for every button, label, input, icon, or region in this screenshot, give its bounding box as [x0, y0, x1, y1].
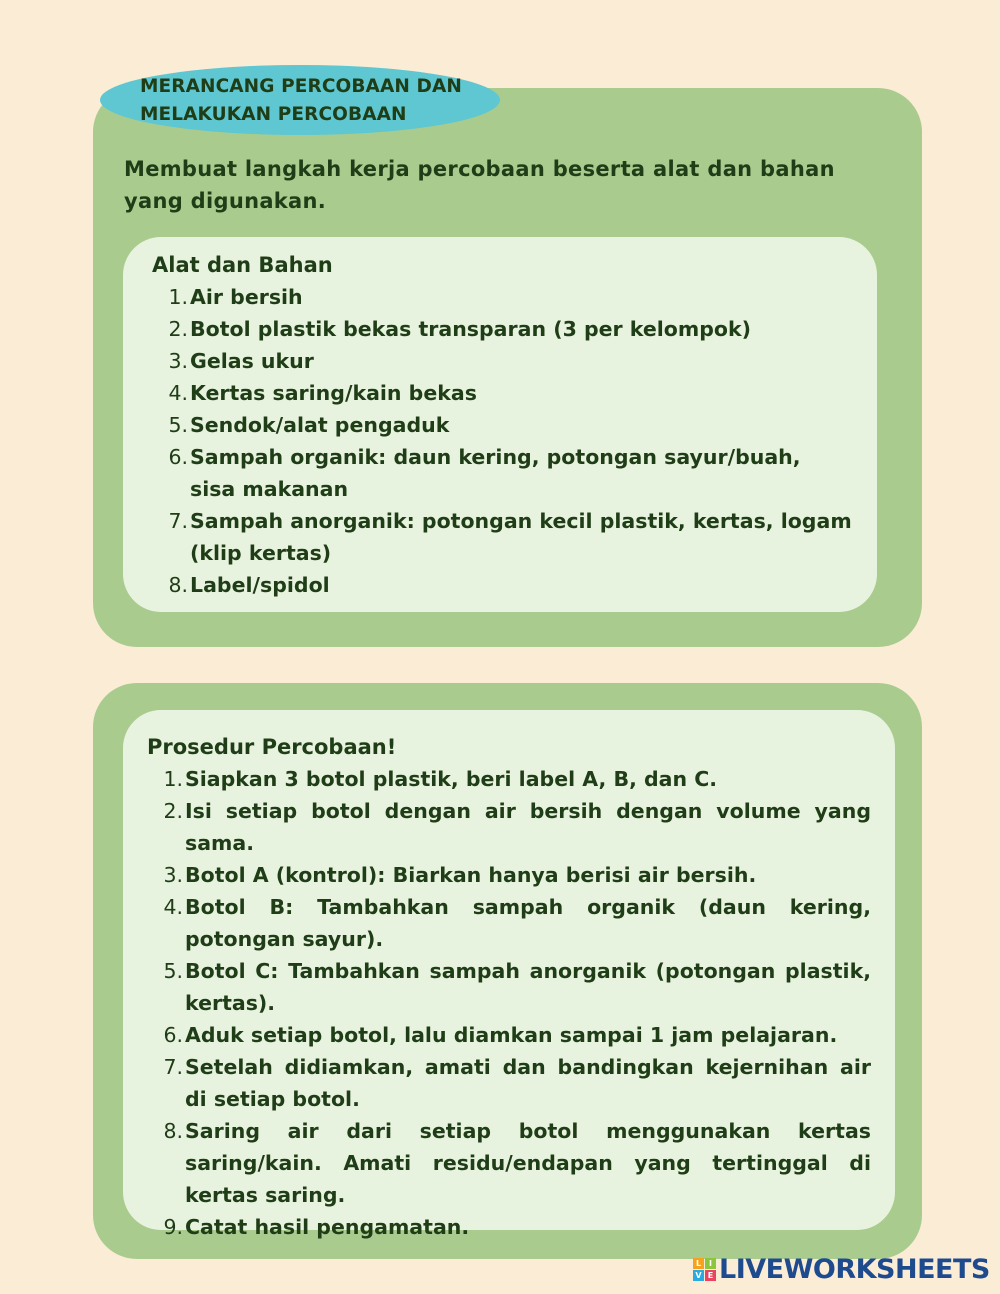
list-item-number: 1. — [168, 285, 188, 309]
list-item — [147, 1115, 871, 1211]
list-item-number: 9. — [163, 1215, 183, 1239]
list-item-number: 1. — [163, 767, 183, 791]
list-item-text: Botol plastik bekas transparan (3 per kelompok) — [190, 317, 752, 341]
list-item-number: 4. — [163, 895, 183, 919]
list-item-text: Isi setiap botol dengan air bersih dengan volume yang sama. — [185, 799, 871, 855]
list-item-text: Botol B: Tambahkan sampah organik (daun kering, potongan sayur). — [185, 895, 871, 951]
list-item — [152, 505, 852, 569]
list-item — [152, 377, 852, 409]
list-item-text: Label/spidol — [190, 573, 330, 597]
list-item — [152, 345, 852, 377]
list-item — [147, 859, 871, 891]
procedure-list — [147, 763, 871, 1243]
list-item-text: Sendok/alat pengaduk — [190, 413, 450, 437]
list-item-text: Gelas ukur — [190, 349, 314, 373]
list-item-number: 6. — [168, 445, 188, 469]
list-item-text: Setelah didiamkan, amati dan bandingkan kejernihan air di setiap botol. — [185, 1055, 871, 1111]
list-item — [147, 955, 871, 1019]
list-item-number: 6. — [163, 1023, 183, 1047]
list-item — [147, 763, 871, 795]
list-item-text: Siapkan 3 botol plastik, beri label A, B, dan C. — [185, 767, 718, 791]
liveworksheets-logo-icon: L I V E — [693, 1258, 716, 1281]
liveworksheets-logo-text: LIVEWORKSHEETS — [719, 1253, 990, 1285]
list-item-number: 7. — [168, 509, 188, 533]
list-item-text: Aduk setiap botol, lalu diamkan sampai 1 jam pelajaran. — [185, 1023, 838, 1047]
list-item-number: 8. — [163, 1119, 183, 1143]
instruction-text: Membuat langkah kerja percobaan beserta alat dan bahan yang digunakan. — [124, 157, 835, 213]
list-item — [152, 569, 852, 601]
list-item — [152, 313, 852, 345]
list-item-number: 2. — [163, 799, 183, 823]
list-item — [147, 1051, 871, 1115]
list-item-text: Sampah anorganik: potongan kecil plastik, kertas, logam (klip kertas) — [190, 509, 852, 565]
section-title-line1: MERANCANG PERCOBAAN DAN — [140, 76, 462, 97]
list-item-number: 3. — [168, 349, 188, 373]
list-item-number: 4. — [168, 381, 188, 405]
materials-heading: Alat dan Bahan — [152, 253, 333, 277]
list-item — [147, 1019, 871, 1051]
materials-list — [152, 281, 852, 601]
section-title-line2: MELAKUKAN PERCOBAAN — [140, 104, 407, 125]
list-item-number: 3. — [163, 863, 183, 887]
list-item — [147, 795, 871, 859]
list-item — [152, 281, 852, 313]
list-item-text: Catat hasil pengamatan. — [185, 1215, 470, 1239]
procedure-heading: Prosedur Percobaan! — [147, 735, 397, 759]
section-title-badge — [100, 65, 500, 135]
list-item-text: Botol C: Tambahkan sampah anorganik (potongan plastik, kertas). — [185, 959, 871, 1015]
list-item-text: Kertas saring/kain bekas — [190, 381, 477, 405]
list-item — [152, 441, 852, 505]
list-item-number: 5. — [168, 413, 188, 437]
list-item-text: Botol A (kontrol): Biarkan hanya berisi air bersih. — [185, 863, 757, 887]
list-item-text: Air bersih — [190, 285, 303, 309]
list-item-text: Saring air dari setiap botol menggunakan kertas saring/kain. Amati residu/endapan yang tertinggal di kertas saring. — [185, 1119, 871, 1207]
list-item — [147, 891, 871, 955]
liveworksheets-logo[interactable] — [693, 1254, 990, 1284]
list-item — [147, 1211, 871, 1243]
list-item-number: 2. — [168, 317, 188, 341]
list-item-number: 7. — [163, 1055, 183, 1079]
list-item-number: 5. — [163, 959, 183, 983]
list-item-text: Sampah organik: daun kering, potongan sayur/buah, sisa makanan — [190, 445, 801, 501]
list-item-number: 8. — [168, 573, 188, 597]
list-item — [152, 409, 852, 441]
